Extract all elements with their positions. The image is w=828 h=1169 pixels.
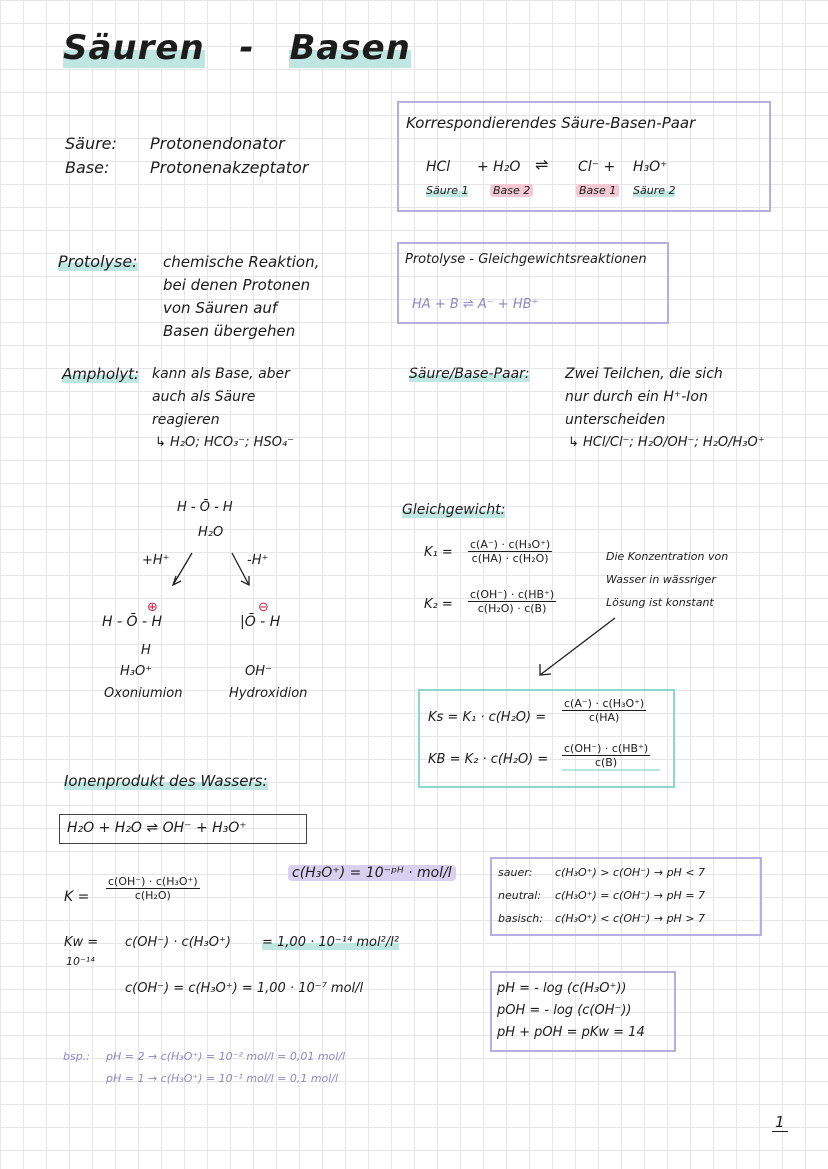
k2-numerator: c(OH⁻) · c(HB⁺): [470, 588, 555, 601]
kb-numerator: c(OH⁻) · c(HB⁺): [564, 742, 649, 755]
sb-pair-line2: nur durch ein H⁺-Ion: [565, 389, 708, 405]
ks-denominator: c(HA): [588, 711, 620, 724]
ampholyt-line2: auch als Säure: [152, 389, 256, 405]
k2-label: K₂ =: [424, 597, 453, 612]
lbl-base-1: Base 1: [576, 184, 619, 197]
hydroxid-name: Hydroxidion: [229, 686, 308, 701]
pair-eq-left2: + H₂O: [477, 159, 521, 175]
sb-pair-line3: unterscheiden: [565, 412, 666, 428]
k-label: K =: [64, 889, 90, 905]
h3o-formula: c(H₃O⁺) = 10⁻ᵖᴴ · mol/l: [288, 865, 456, 881]
ionenprodukt-equation: H₂O + H₂O ⇌ OH⁻ + H₃O⁺: [67, 820, 247, 836]
k1-denominator: c(HA) · c(H₂O): [471, 552, 549, 565]
def-saeure-label: Säure:: [65, 134, 117, 153]
protolyse-label: Protolyse:: [58, 252, 138, 271]
arrow-to-oxonium: [173, 553, 192, 585]
ph-log-line3: pH + pOH = pKw = 14: [497, 1025, 645, 1040]
neutral-label: neutral:: [498, 889, 542, 902]
hydroxid-charge: ⊖: [258, 600, 269, 615]
arrow-to-ks-box: [540, 618, 615, 675]
oxonium-struct: H - Ō - H: [102, 614, 162, 630]
oxonium-name: Oxoniumion: [104, 686, 183, 701]
equal-concentration-line: c(OH⁻) = c(H₃O⁺) = 1,00 · 10⁻⁷ mol/l: [125, 981, 364, 996]
water-top-struct: H - Ō - H: [177, 500, 233, 515]
oxonium-formula: H₃O⁺: [120, 664, 153, 679]
neutral-text: c(H₃O⁺) = c(OH⁻) → pH = 7: [555, 889, 706, 902]
sb-pair-line4: ↳ HCl/Cl⁻; H₂O/OH⁻; H₂O/H₃O⁺: [568, 435, 765, 450]
title-part-1: Säuren: [63, 28, 205, 68]
k2-fraction: [468, 588, 556, 615]
pair-box-heading: Korrespondierendes Säure-Basen-Paar: [406, 114, 696, 132]
ph-log-line2: pOH = - log (c(OH⁻)): [497, 1003, 632, 1018]
ks-numerator: c(A⁻) · c(H₃O⁺): [564, 697, 645, 710]
kb-denominator: c(B): [594, 756, 618, 769]
title-part-2: Basen: [289, 28, 411, 68]
water-plus-h: +H⁺: [142, 553, 170, 568]
ampholyt-line3: reagieren: [152, 412, 220, 428]
kw-label: Kw =: [64, 935, 99, 950]
ionenprodukt-heading: Ionenprodukt des Wassers:: [64, 772, 268, 790]
sb-pair-line1: Zwei Teilchen, die sich: [565, 366, 723, 382]
def-base-label: Base:: [65, 158, 110, 177]
note-line3: Lösung ist konstant: [606, 596, 714, 609]
note-line1: Die Konzentration von: [606, 550, 729, 563]
pair-eq-right1: Cl⁻ +: [578, 159, 616, 175]
ampholyt-line1: kann als Base, aber: [152, 366, 290, 382]
protolyse-box-heading: Protolyse - Gleichgewichtsreaktionen: [405, 252, 647, 267]
kb-label: KB = K₂ · c(H₂O) =: [428, 752, 549, 767]
def-base-text: Protonenakzeptator: [150, 158, 309, 177]
ampholyt-line4: ↳ H₂O; HCO₃⁻; HSO₄⁻: [155, 435, 295, 450]
k-fraction: [106, 875, 200, 902]
protolyse-line4: Basen übergehen: [163, 322, 296, 340]
kw-result: = 1,00 · 10⁻¹⁴ mol²/l²: [262, 935, 399, 950]
kw-value: 10⁻¹⁴: [66, 955, 95, 968]
example-line2: pH = 1 → c(H₃O⁺) = 10⁻¹ mol/l = 0,1 mol/l: [106, 1072, 339, 1085]
water-top-label: H₂O: [198, 525, 224, 540]
kb-fraction: [562, 742, 650, 769]
k1-label: K₁ =: [424, 545, 453, 560]
ph-log-line1: pH = - log (c(H₃O⁺)): [497, 981, 627, 996]
k2-denominator: c(H₂O) · c(B): [477, 602, 547, 615]
def-saeure-text: Protonendonator: [150, 134, 285, 153]
pair-eq-left1: HCl: [426, 159, 451, 175]
protolyse-line2: bei denen Protonen: [163, 276, 311, 294]
pair-eq-arrow: ⇌: [535, 155, 549, 174]
page-title: [63, 28, 411, 68]
oxonium-h: H: [141, 643, 151, 658]
title-dash: -: [239, 28, 255, 68]
k-numerator: c(OH⁻) · c(H₃O⁺): [108, 875, 198, 888]
sauer-label: sauer:: [498, 866, 533, 879]
protolyse-box-equation: HA + B ⇌ A⁻ + HB⁺: [412, 297, 539, 312]
basisch-text: c(H₃O⁺) < c(OH⁻) → pH > 7: [555, 912, 706, 925]
hydroxid-formula: OH⁻: [245, 664, 272, 679]
protolyse-line1: chemische Reaktion,: [163, 253, 320, 271]
basisch-label: basisch:: [498, 912, 543, 925]
pair-eq-right2: H₃O⁺: [633, 159, 668, 175]
lbl-saeure-1: Säure 1: [426, 184, 469, 197]
k-denominator: c(H₂O): [134, 889, 171, 902]
k1-fraction: [468, 538, 552, 565]
ks-label: Ks = K₁ · c(H₂O) =: [428, 710, 547, 725]
note-line2: Wasser in wässriger: [606, 573, 716, 586]
ampholyt-label: Ampholyt:: [62, 365, 140, 383]
k1-numerator: c(A⁻) · c(H₃O⁺): [470, 538, 551, 551]
equilibrium-label: Gleichgewicht:: [402, 502, 506, 518]
example-line1: pH = 2 → c(H₃O⁺) = 10⁻² mol/l = 0,01 mol/l: [106, 1050, 346, 1063]
sb-pair-label: Säure/Base-Paar:: [409, 366, 530, 382]
sauer-text: c(H₃O⁺) > c(OH⁻) → pH < 7: [555, 866, 706, 879]
lbl-saeure-2: Säure 2: [633, 184, 676, 197]
oxonium-charge: ⊕: [147, 600, 158, 615]
lbl-base-2: Base 2: [490, 184, 533, 197]
kw-equation: c(OH⁻) · c(H₃O⁺): [125, 935, 231, 950]
ks-fraction: [562, 697, 646, 724]
page-number: 1: [772, 1113, 788, 1132]
hydroxid-struct: |Ō - H: [240, 614, 281, 630]
example-label: bsp.:: [63, 1050, 90, 1063]
protolyse-line3: von Säuren auf: [163, 299, 278, 317]
water-minus-h: -H⁺: [247, 553, 269, 568]
